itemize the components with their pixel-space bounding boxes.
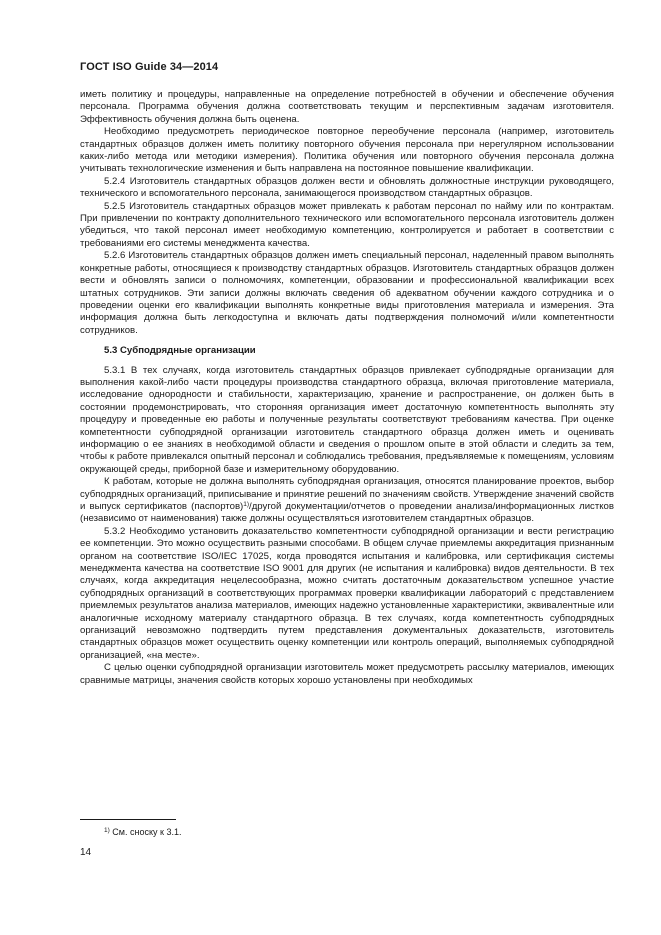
paragraph-excluded-works xyxy=(80,476,614,526)
page-header: ГОСТ ISO Guide 34—2014 xyxy=(80,61,219,73)
paragraph-5-2-6: 5.2.6 Изготовитель стандартных образцов должен иметь специальный персонал, наделенный правом выполнять конкретные работы, относящиеся к производству стандартных образцов. Изготовитель стандартных образцов должен вести и обновлять записи о полномочиях, компетенции, образовании и профессиональной квалификации всех штатных сотрудников. Эти записи должны включать сведения об адекватном обучении каждого сотрудника и о проведении оценки его квалификации выполнять конкретные виды приготовления материала и измерения. Эта информация должна быть легкодоступна и включать даты подтверждения полномочий и/или компетентности сотрудников. xyxy=(80,250,614,336)
section-title-5-3: 5.3 Субподрядные организации xyxy=(104,345,256,357)
paragraph-excluded-works-rest: /другой документации/отчетов о проведении анализа/информационных листков (независимо от наименования) также должны осуществляться изготовителем стандартных образцов. xyxy=(80,501,614,525)
footnote-marker: 1) xyxy=(104,827,110,834)
paragraph-excluded-works-text: К работам, которые не должна выполнять субподрядная организация, относятся планирование проектов, выбор субподрядных организаций, приписывание и принятие решений по значениям свойств. Утверждение значений свойств и выпуск сертификатов (паспортов) xyxy=(80,476,615,512)
paragraph-5-3-1: 5.3.1 В тех случаях, когда изготовитель стандартных образцов привлекает субподрядные организации для выполнения какой-либо части процедуры производства стандартного образца, включая приготовление материала, исследование однородности и стабильности, характеризацию, хранение и распространение, он должен быть в состоянии продемонстрировать, что сторонняя организация имеет достаточную компетентность выполнять эту процедуру и проведенные ею работы и полученные результаты соответствуют требованиям качества. При оценке компетентности субподрядной организации изготовитель стандартного образца должен иметь и оценивать информацию о ее знаниях в необходимой области и сведения о прошлом опыте в этой области и следить за тем, чтобы к работе привлекался опытный персонал и соблюдались требования, предъявляемые к помещениям, условиям окружающей среды, приборной базе и измерительному оборудованию. xyxy=(80,364,614,475)
paragraph-evaluation: С целью оценки субподрядной организации изготовитель может предусмотреть рассылку материалов, имеющих сравнимые матрицы, значения свойств которых хорошо установлены при необходимых xyxy=(80,662,614,686)
paragraph-5-3-2: 5.3.2 Необходимо установить доказательство компетентности субподрядной организации и вести регистрацию ее компетенции. Это можно осуществить разными способами. В общем случае приемлемы аккредитация признанным органом на соответствие ISO/IEC 17025, когда проводятся испытания и калибровка, или сертификация системы менеджмента качества на соответствие ISO 9001 для других (не испытания и калибровка) видов деятельности. В тех случаях, когда аккредитация нецелесообразна, можно считать достаточным доказательством успешное участие субподрядных организаций в соответствующих программах проверки квалификации лабораторий с представлением приемлемых результатов анализа материалов, имеющих надежно установленные характеристики, эквивалентные или аналогичные исходному материалу стандартного образца. В тех случаях, когда компетентность субподрядных организаций невозможно подтвердить путем представления документальных доказательств, изготовитель стандартных образцов может осуществить оценку компетенции или контроль операций, выполняемых субподрядной организацией, «на месте». xyxy=(80,525,614,661)
paragraph-5-2-5: 5.2.5 Изготовитель стандартных образцов может привлекать к работам персонал по найму или по контрактам. При привлечении по контракту дополнительного технического или вспомогательного персонала изготовитель должен убедиться, что такой персонал имеет необходимую компетенцию, контролируется и работает в соответствии с требованиями его системы менеджмента качества. xyxy=(80,200,614,249)
paragraph-5-2-4: 5.2.4 Изготовитель стандартных образцов должен вести и обновлять должностные инструкции руководящего, технического и вспомогательного персонала, занимающегося производством стандартных образцов. xyxy=(80,175,614,200)
paragraph-retraining: Необходимо предусмотреть периодическое повторное переобучение персонала (например, изготовитель стандартных образцов должен иметь политику повторного обучения персонала при нерегулярном использовании каких-либо метода или методики измерения). Политика обучения или повторного обучения персонала должна учитывать технологические изменения и быть направлена на постоянное повышение квалификации. xyxy=(80,126,614,175)
footnote-reference[interactable]: 1) xyxy=(243,501,250,508)
paragraph-continuation: иметь политику и процедуры, направленные на определение потребностей в обучении и обеспечение обучения персонала. Программа обучения должна соответствовать текущим и перспективным задачам изготовителя. Эффективность обучения должна быть оценена. xyxy=(80,89,614,125)
document-page xyxy=(80,0,614,935)
body-text xyxy=(80,89,614,687)
footnote-divider xyxy=(80,819,176,820)
page-number: 14 xyxy=(80,847,92,858)
footnote-text: См. сноску к 3.1. xyxy=(112,827,182,837)
footnote xyxy=(104,827,181,837)
